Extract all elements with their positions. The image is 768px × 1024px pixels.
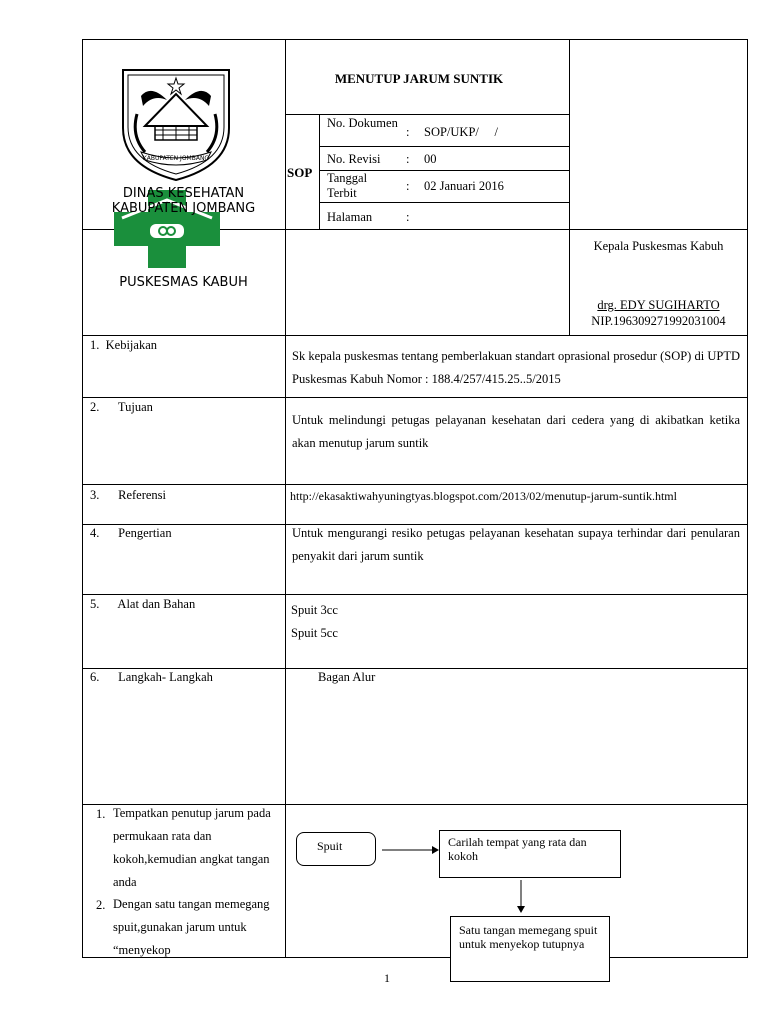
section-label-pengertian: 4. Pengertian — [90, 526, 172, 540]
header-right-divider — [569, 39, 570, 335]
field-sep: : — [406, 210, 410, 224]
field-label-tanggal-terbit: Tanggal Terbit — [327, 171, 368, 200]
step-number-2: 2. — [96, 898, 106, 912]
section-content-referensi: http://ekasaktiwahyuningtyas.blogspot.com/2013/02/menutup-jarum-suntik.html — [290, 489, 677, 503]
field-label-no-revisi: No. Revisi — [327, 152, 381, 166]
jombang-seal-logo — [115, 66, 237, 184]
kepala-nip: NIP.196309271992031004 — [591, 314, 726, 328]
row-divider — [82, 484, 748, 485]
section-label-alat-bahan: 5. Alat dan Bahan — [90, 597, 196, 611]
step-text-2: Dengan satu tangan memegang spuit,gunakan jarum untuk “menyekop — [113, 897, 270, 957]
field-divider — [319, 202, 569, 203]
dinas-line-2: KABUPATEN JOMBANG — [111, 201, 256, 216]
field-sep: : — [406, 125, 410, 139]
field-label-halaman: Halaman — [327, 210, 373, 224]
border-right — [747, 39, 748, 958]
step-number-1: 1. — [96, 807, 106, 821]
row-divider — [82, 335, 748, 336]
section-label-kebijakan: 1. Kebijakan — [90, 338, 157, 352]
arrow-right-icon — [380, 844, 440, 856]
section-label-tujuan: 2. Tujuan — [90, 400, 153, 414]
field-value-no-dokumen: SOP/UKP/ / — [424, 125, 498, 139]
section-content-pengertian: Untuk mengurangi resiko petugas pelayanan kesehatan supaya terhindar dari penularan penyakit dari jarum suntik — [292, 526, 740, 563]
sop-label: SOP — [287, 165, 313, 180]
page-number: 1 — [384, 971, 390, 985]
row-divider — [82, 594, 748, 595]
field-sep: : — [406, 179, 410, 193]
section-content-bagan-alur: Bagan Alur — [318, 670, 376, 684]
seal-banner-text: KABUPATEN JOMBANG — [142, 155, 210, 162]
flow-box-spuit: Spuit — [296, 832, 376, 866]
puskesmas-name: PUSKESMAS KABUH — [119, 275, 248, 290]
arrow-down-icon — [515, 878, 527, 914]
section-content-tujuan: Untuk melindungi petugas pelayanan kesehatan dari cedera yang di akibatkan ketika akan menutup jarum suntik — [292, 413, 740, 450]
document-title: MENUTUP JARUM SUNTIK — [334, 71, 504, 86]
field-value-no-revisi: 00 — [424, 152, 437, 166]
section-content-alat-1: Spuit 3cc — [291, 603, 338, 617]
kepala-name: drg. EDY SUGIHARTO — [597, 298, 720, 312]
step-text-1: Tempatkan penutup jarum pada permukaan rata dan kokoh,kemudian angkat tangan anda — [113, 806, 271, 889]
border-left — [82, 39, 83, 958]
row-divider — [82, 397, 748, 398]
kepala-title: Kepala Puskesmas Kabuh — [593, 239, 724, 253]
field-sep: : — [406, 152, 410, 166]
section-label-referensi: 3. Referensi — [90, 488, 167, 502]
field-value-tanggal-terbit: 02 Januari 2016 — [424, 179, 504, 193]
border-bottom — [82, 957, 748, 958]
column-divider — [285, 39, 286, 958]
section-content-alat-2: Spuit 5cc — [291, 626, 338, 640]
section-content-kebijakan: Sk kepala puskesmas tentang pemberlakuan standart oprasional prosedur (SOP) di UPTD Puskesmas Kabuh Nomor : 188.4/257/415.25..5/2015 — [292, 349, 740, 386]
title-divider — [285, 114, 570, 115]
field-divider — [319, 146, 569, 147]
row-divider — [82, 668, 748, 669]
flow-box-cari-tempat: Carilah tempat yang rata dan kokoh — [439, 830, 621, 878]
flow-box-satu-tangan: Satu tangan memegang spuit untuk menyekop tutupnya — [450, 916, 610, 982]
dinas-line-1: DINAS KESEHATAN — [122, 186, 245, 201]
section-label-langkah: 6. Langkah- Langkah — [90, 670, 213, 684]
sop-divider — [319, 114, 320, 229]
field-label-no-dokumen: No. Dokumen — [327, 116, 398, 130]
border-top — [82, 39, 748, 40]
